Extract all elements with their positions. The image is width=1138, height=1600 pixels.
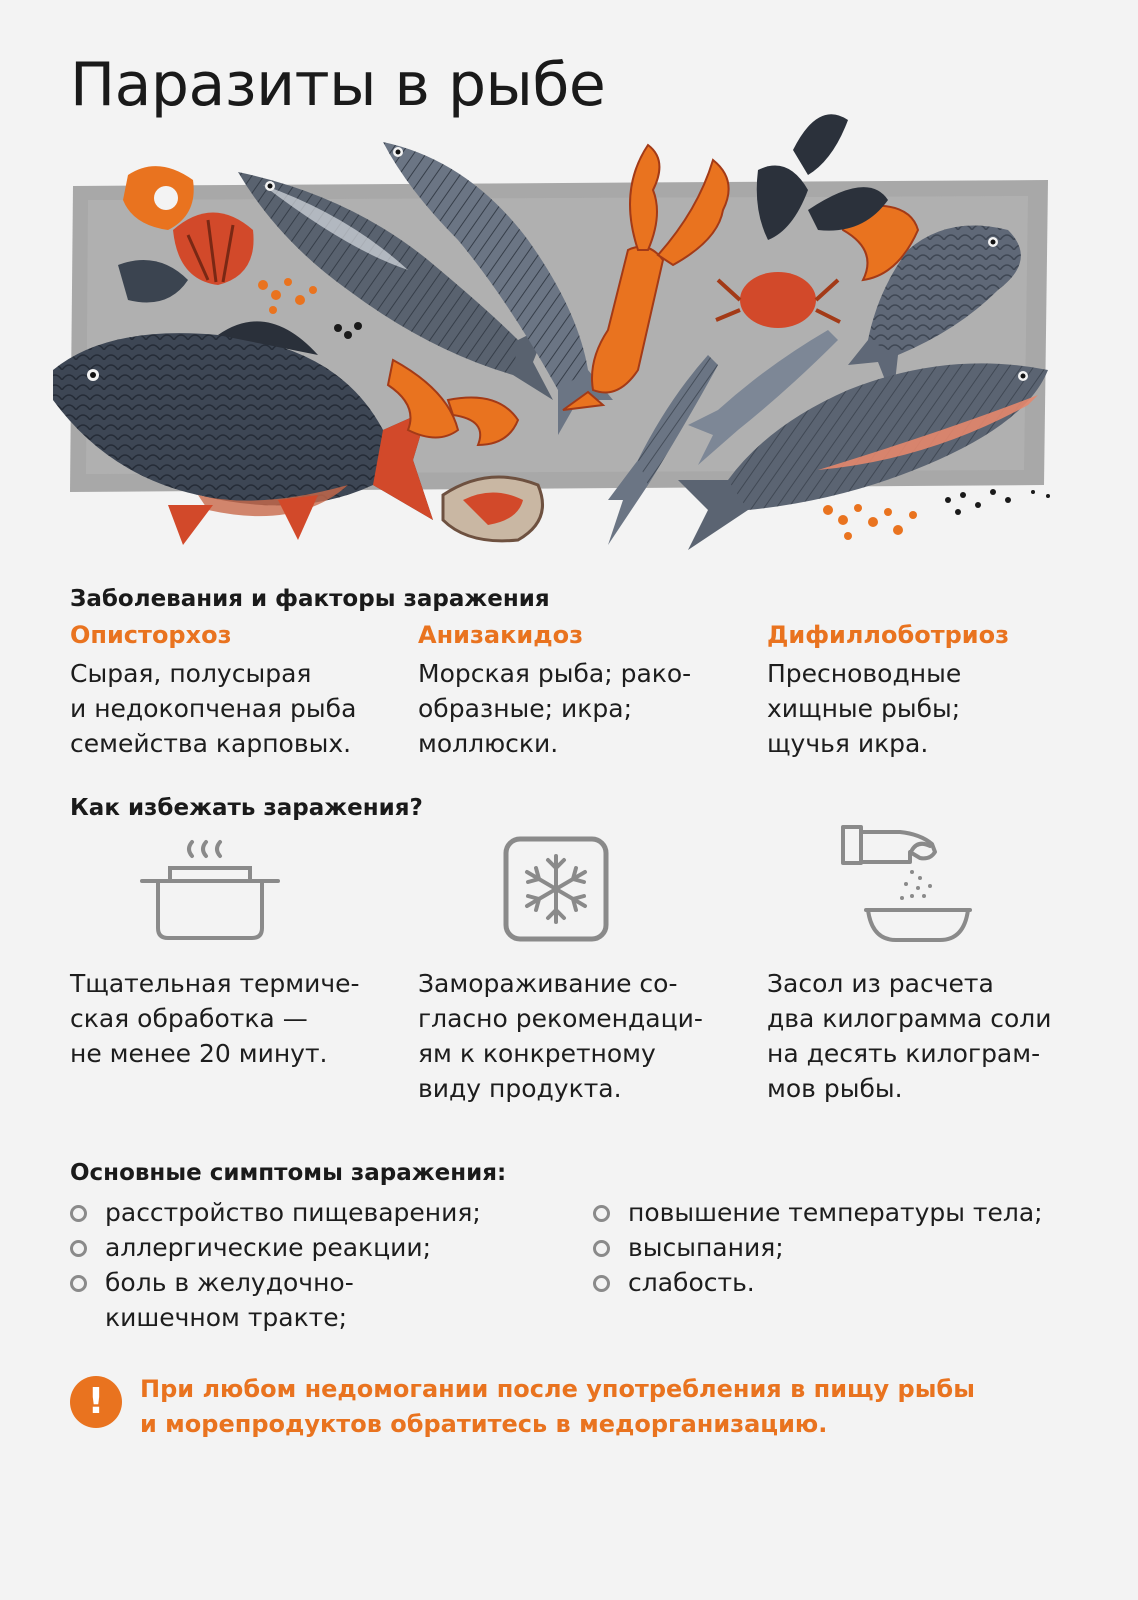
list-item: высыпания; xyxy=(593,1230,1073,1265)
symptoms-heading: Основные симптомы заражения: xyxy=(70,1160,507,1186)
salt-hand-bowl-icon xyxy=(840,822,975,944)
warning-notice xyxy=(70,1372,1070,1452)
warning-text: При любом недомогании после употребления в пищу рыбы и морепродуктов обратитесь в медорганизацию. xyxy=(140,1375,975,1438)
oyster xyxy=(443,477,543,541)
disease-text: Пресноводные хищные рыбы; щучья икра. xyxy=(767,659,962,758)
symptoms-list-left xyxy=(70,1195,550,1335)
prevention-cooking xyxy=(70,966,390,1071)
disease-opisthorchiasis xyxy=(70,620,390,761)
list-item: слабость. xyxy=(593,1265,1073,1300)
prevention-freezing xyxy=(418,966,738,1106)
prevention-text: Тщательная термиче- ская обработка — не менее 20 минут. xyxy=(70,969,360,1068)
disease-text: Морская рыба; рако- образные; икра; моллюски. xyxy=(418,659,692,758)
prevention-text: Засол из расчета два килограмма соли на десять килограм- мов рыбы. xyxy=(767,969,1052,1103)
list-item: боль в желудочно- кишечном тракте; xyxy=(70,1265,550,1335)
list-item: расстройство пищеварения; xyxy=(70,1195,550,1230)
bullet-circle-icon xyxy=(70,1205,87,1222)
prevention-text: Замораживание со- гласно рекомендаци- ям к конкретному виду продукта. xyxy=(418,969,703,1103)
disease-name: Дифиллоботриоз xyxy=(767,621,1010,649)
symptoms-list-right xyxy=(593,1195,1073,1300)
disease-diphyllobothriasis xyxy=(767,620,1087,761)
disease-name: Описторхоз xyxy=(70,621,232,649)
snowflake-freezer-icon xyxy=(503,836,609,942)
diseases-heading: Заболевания и факторы заражения xyxy=(70,586,550,612)
disease-name: Анизакидоз xyxy=(418,621,584,649)
seafood-illustration xyxy=(48,100,1078,580)
cooking-pot-icon xyxy=(140,836,280,946)
bullet-circle-icon xyxy=(593,1205,610,1222)
prevention-heading: Как избежать заражения? xyxy=(70,795,423,821)
list-item: аллергические реакции; xyxy=(70,1230,550,1265)
disease-text: Сырая, полусырая и недокопченая рыба семейства карповых. xyxy=(70,659,357,758)
page-title: Паразиты в рыбе xyxy=(70,50,606,120)
prevention-salting xyxy=(767,966,1067,1106)
bullet-circle-icon xyxy=(70,1275,87,1292)
bullet-circle-icon xyxy=(593,1240,610,1257)
disease-anisakidosis xyxy=(418,620,738,761)
bullet-circle-icon xyxy=(70,1240,87,1257)
exclamation-icon: ! xyxy=(70,1376,122,1428)
bullet-circle-icon xyxy=(593,1275,610,1292)
list-item: повышение температуры тела; xyxy=(593,1195,1073,1230)
